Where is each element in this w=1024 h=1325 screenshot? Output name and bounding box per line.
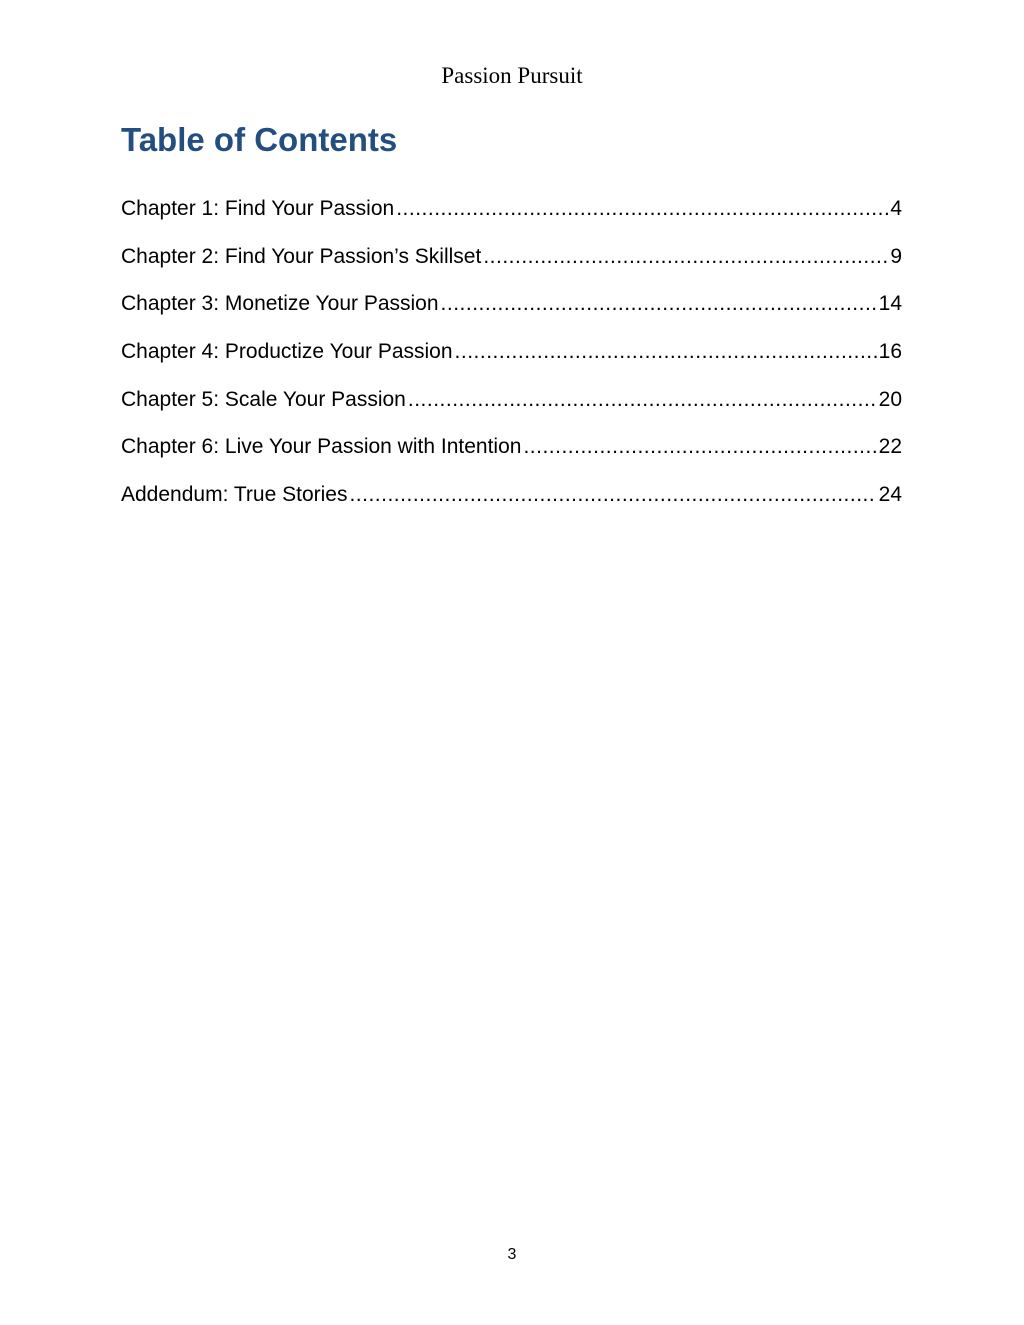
toc-dot-leader (396, 195, 888, 223)
toc-entry-chapter-3[interactable] (121, 290, 902, 338)
toc-page-number: 4 (890, 197, 902, 220)
running-header: Passion Pursuit (441, 63, 583, 88)
toc-entry-title: Chapter 5: Scale Your Passion (121, 387, 406, 411)
toc-page-number: 20 (878, 387, 902, 411)
toc-dot-leader (455, 338, 877, 366)
toc-page-number: 22 (878, 435, 902, 459)
toc-entry-title: Chapter 6: Live Your Passion with Intention (121, 435, 522, 459)
toc-entry-chapter-2[interactable] (121, 243, 902, 291)
toc-entry-chapter-4[interactable] (121, 338, 902, 386)
toc-page-number: 9 (890, 244, 902, 268)
toc-page-number: 16 (878, 340, 902, 364)
toc-entry-addendum[interactable] (121, 481, 902, 529)
toc-entry-title: Addendum: True Stories (121, 483, 348, 507)
page-title: Table of Contents (121, 121, 398, 158)
toc-entry-title: Chapter 1: Find Your Passion (121, 197, 395, 220)
toc-dot-leader (441, 290, 877, 318)
toc-dot-leader (483, 243, 888, 271)
toc-entry-chapter-6[interactable] (121, 433, 902, 481)
toc-page-number: 14 (878, 292, 902, 316)
toc-page-number: 24 (878, 483, 902, 507)
toc-entry-chapter-5[interactable] (121, 386, 902, 434)
toc-dot-leader (408, 386, 877, 414)
toc-entry-title: Chapter 4: Productize Your Passion (121, 340, 453, 364)
toc-dot-leader (349, 481, 876, 509)
page-number-footer: 3 (507, 1246, 517, 1263)
toc-list (121, 195, 902, 529)
toc-entry-title: Chapter 3: Monetize Your Passion (121, 292, 439, 316)
toc-entry-title: Chapter 2: Find Your Passion’s Skillset (121, 244, 482, 268)
toc-entry-chapter-1[interactable] (121, 195, 902, 243)
toc-dot-leader (523, 433, 876, 461)
